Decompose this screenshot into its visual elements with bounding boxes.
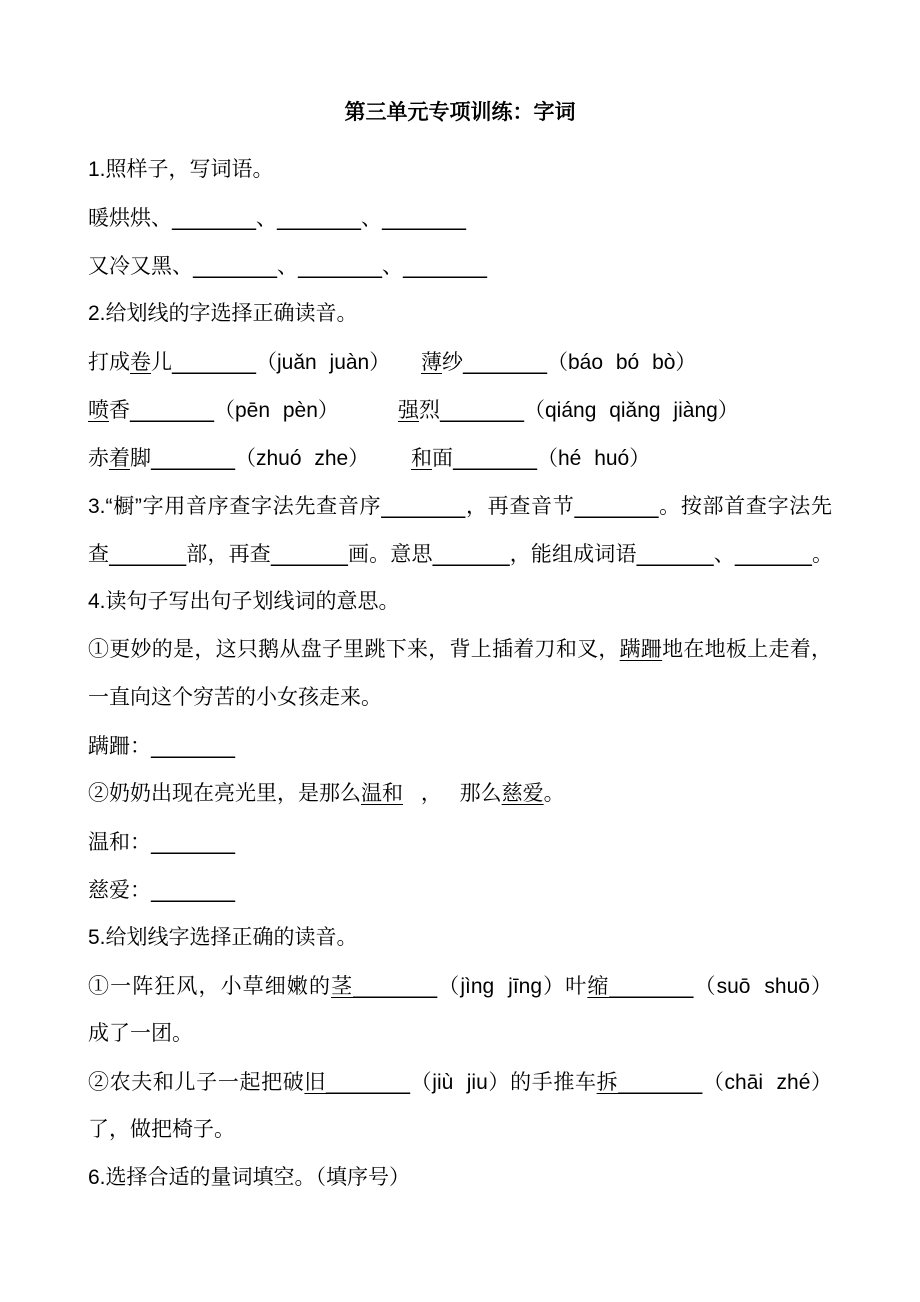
q2-item-5: [88, 447, 369, 470]
pinyin-options: （qiáng qiǎng jiàng）: [524, 399, 739, 422]
pinyin-options: （jìng jīng）: [437, 975, 566, 998]
q2-item-2: [421, 338, 696, 387]
answer-blank: ________: [734, 542, 811, 566]
answer-blank: ________: [151, 734, 235, 758]
underlined-char: 缩: [587, 975, 610, 998]
underlined-char: 和: [411, 447, 432, 470]
q3-text: 。按部首查字法先: [658, 495, 833, 518]
item-suffix: 脚: [130, 447, 151, 470]
q5-sentence-1: [88, 962, 832, 1010]
pinyin-options: （zhuó zhe）: [235, 447, 370, 470]
answer-blank: ________: [172, 350, 256, 374]
answer-label: 蹒跚：: [88, 735, 151, 758]
item-suffix: 香: [109, 399, 130, 422]
answer-blank: ________: [574, 494, 659, 518]
underlined-char: 茎: [331, 975, 354, 998]
q5-sentence-2-cont: 了，做把椅子。: [88, 1118, 235, 1141]
underlined-char: 喷: [88, 399, 109, 422]
pinyin-options: （hé huó）: [537, 447, 651, 470]
answer-blank: ________: [636, 542, 713, 566]
item-suffix: 面: [432, 447, 453, 470]
pinyin-options: （jiù jiu）: [410, 1071, 511, 1094]
sentence-text: ①更妙的是，这只鹅从盘子里跳下来，背上插着刀和叉，: [88, 638, 620, 661]
item-prefix: 赤: [88, 447, 109, 470]
q3-text: 查: [88, 543, 110, 566]
underlined-char: 着: [109, 447, 130, 470]
example-word: 又冷又黑: [88, 255, 172, 278]
q2-row-3: [88, 434, 832, 482]
sentence-text: 地在地板上走着，: [662, 638, 833, 661]
q2-item-3: [88, 399, 339, 422]
pinyin-options: （báo bó bò）: [547, 351, 697, 374]
q6-heading: 6.选择合适的量词填空。（填序号）: [88, 1166, 411, 1189]
sentence-text: 叶: [565, 975, 588, 998]
sentence-text: 。: [543, 782, 565, 805]
q3-text: 3.“橱”字用音序查字法先查音序: [88, 495, 382, 518]
answer-blank: ________: [270, 542, 347, 566]
answer-blank: ________: [440, 398, 524, 422]
pinyin-options: （juǎn juàn）: [256, 351, 391, 374]
sentence-text: 的手推车: [510, 1071, 597, 1094]
q2-heading: 2.给划线的字选择正确读音。: [88, 302, 358, 325]
answer-blank: ________: [193, 254, 277, 278]
answer-blank: ________: [382, 206, 466, 230]
q4-answer-1: [88, 722, 832, 770]
q2-item-6: [411, 434, 650, 483]
q4-sentence-2: [88, 770, 832, 818]
underlined-char: 旧: [304, 1071, 327, 1094]
separator: 、: [361, 207, 382, 230]
q4-sentence-1-cont: 一直向这个穷苦的小女孩走来。: [88, 686, 382, 709]
answer-blank: ________: [130, 398, 214, 422]
q3-text: 。: [810, 543, 833, 566]
underlined-word: 慈爱: [501, 782, 544, 805]
q3-text: ，再查音节: [465, 495, 575, 518]
answer-blank: ________: [298, 254, 382, 278]
answer-blank: ________: [609, 974, 694, 998]
q1-row-2: [88, 242, 832, 290]
underlined-char: 强: [398, 399, 419, 422]
underlined-char: 卷: [130, 351, 151, 374]
answer-blank: ________: [109, 542, 186, 566]
separator: 、: [172, 255, 193, 278]
sentence-text: ①一阵狂风，小草细嫩的: [88, 975, 332, 998]
item-suffix: 儿: [151, 351, 172, 374]
answer-blank: ________: [381, 494, 466, 518]
sentence-text: ， 那么: [403, 782, 502, 805]
q4-answer-3: [88, 866, 832, 914]
underlined-word: 温和: [361, 782, 403, 805]
underlined-char: 薄: [421, 351, 442, 374]
q1-heading: 1.照样子，写词语。: [88, 158, 274, 181]
q2-row-1: [88, 338, 832, 386]
underlined-char: 拆: [596, 1071, 619, 1094]
q4-heading: 4.读句子写出句子划线词的意思。: [88, 590, 400, 613]
pinyin-options: （suō shuō）: [693, 975, 833, 998]
separator: 、: [256, 207, 277, 230]
separator: 、: [382, 255, 403, 278]
q1-row-1: [88, 194, 832, 242]
answer-blank: ________: [403, 254, 487, 278]
answer-blank: ________: [432, 542, 509, 566]
q4-answer-2: [88, 818, 832, 866]
pinyin-options: （chāi zhé）: [702, 1071, 833, 1094]
answer-label: 慈爱：: [88, 879, 151, 902]
q3-text: 画。意思: [346, 543, 433, 566]
q3-text: ，能组成词语: [508, 543, 637, 566]
q3-line-2: [88, 530, 832, 578]
sentence-text: ②农夫和儿子一起把破: [88, 1071, 305, 1094]
item-suffix: 纱: [442, 351, 463, 374]
q2-row-2: [88, 386, 832, 434]
page-title: 第三单元专项训练：字词: [344, 101, 576, 124]
worksheet-body: [88, 146, 832, 1202]
answer-blank: ________: [151, 446, 235, 470]
item-prefix: 打成: [88, 351, 130, 374]
q3-text: 、: [712, 543, 735, 566]
answer-blank: ________: [453, 446, 537, 470]
q3-text: 部，再查: [185, 543, 271, 566]
answer-blank: ________: [353, 974, 438, 998]
answer-blank: ________: [151, 830, 235, 854]
separator: 、: [151, 207, 172, 230]
answer-blank: ________: [618, 1070, 703, 1094]
answer-blank: ________: [172, 206, 256, 230]
q5-heading: 5.给划线字选择正确的读音。: [88, 926, 358, 949]
sentence-text: ②奶奶出现在亮光里，是那么: [88, 782, 361, 805]
pinyin-options: （pēn pèn）: [214, 399, 339, 422]
item-suffix: 烈: [419, 399, 440, 422]
answer-blank: ________: [151, 878, 235, 902]
q5-sentence-2: [88, 1058, 832, 1106]
example-word: 暖烘烘: [88, 207, 151, 230]
q4-sentence-1: [88, 626, 832, 674]
answer-blank: ________: [277, 206, 361, 230]
q2-item-4: [398, 386, 739, 435]
q3-line-1: [88, 482, 832, 530]
underlined-word: 蹒跚: [619, 638, 663, 661]
q5-sentence-1-cont: 成了一团。: [88, 1022, 193, 1045]
answer-label: 温和：: [88, 831, 151, 854]
q2-item-1: [88, 351, 390, 374]
answer-blank: ________: [463, 350, 547, 374]
separator: 、: [277, 255, 298, 278]
answer-blank: ________: [326, 1070, 411, 1094]
